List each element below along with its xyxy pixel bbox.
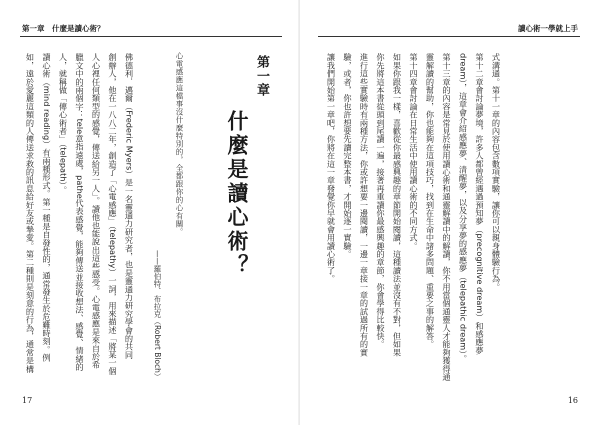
page-number-right: 16 bbox=[567, 396, 578, 405]
body-line: 式溝通。第十一章的內容包含數項實驗，讓你可以親身體驗行為。 bbox=[491, 53, 502, 291]
body-line: 讓我們開始第一章吧，你將在這一章發覺你早就會用讀心術了。 bbox=[326, 53, 337, 283]
body-line: 臘文中的兩個字：tele意指遠處，pathe代表感覺，能夠傳送並接收想法、感覺、情緒的 bbox=[75, 53, 85, 372]
body-line: 靈解讀的幫助，你也能夠在這項技巧，找到在生命中諸多問題、重要之事的解答。 bbox=[425, 53, 436, 349]
running-head-left: 第一章 什麼是讀心術？ bbox=[22, 24, 105, 33]
body-line: 第十四章會討論在日常生活中使用讀心術的不同方式。 bbox=[409, 53, 419, 250]
body-line: 進行這些實驗時有兩種方法，你或許想要一邊閱讀，一邊一章接一章的試過所有的實 bbox=[359, 53, 370, 357]
epigraph-attribution: ——羅伯特．布拉克（Robert Bloch） bbox=[153, 250, 162, 381]
body-line: 人，就稱做「傳心術者」（telepath）。 bbox=[58, 53, 69, 194]
body-line: 如果你跟我一樣，喜歡從你最感興趣的章節開始閱讀，這種讀法並沒有不對，但如果 bbox=[392, 53, 403, 357]
body-line: 如，遠於愛麗這類的人傳送求救的訊息給好友或摯愛。第二種則是刻意的行為，通常是構 bbox=[25, 53, 36, 373]
page-number-left: 17 bbox=[22, 396, 33, 405]
header-rule-right bbox=[318, 36, 580, 37]
body-line: 你先將這本書從頭到尾讀一遍，接著再重讀你最感興趣的章節，你會學得比較快。 bbox=[376, 53, 386, 349]
body-line: dream），這章會介紹感應夢、清醒夢，以及分享夢的感應夢（telepathic dream）。 bbox=[458, 53, 469, 363]
chapter-label: 第一章 bbox=[254, 55, 269, 97]
header-rule-left bbox=[20, 36, 282, 37]
chapter-title: 什麼是讀心術？ bbox=[225, 110, 249, 278]
right-page-body bbox=[323, 53, 505, 383]
body-line: 驗，或者，你也許想要先讀完整本書，才開始逐一實驗。 bbox=[343, 53, 353, 258]
body-line: 讀心術（mind reading）有兩種形式。第一種是自發性的，通常發生於危難時刻。例 bbox=[42, 53, 52, 362]
epigraph-text: 心電感應這檔事沒什麼特別的，全都跟你的心有關。 bbox=[175, 52, 184, 236]
running-head-right: 讀心術一學就上手 bbox=[518, 24, 578, 33]
body-line: 人心裡任何類型的感覺，傳送給另一人」。讀他也能說出這些感受。心電感應是來自於希 bbox=[91, 53, 102, 369]
body-line: 佛德利．邁爾（Frederic Myers）是一名靈通力研究者，也是靈通力研究學會的共同 bbox=[124, 53, 135, 359]
body-line: 第十二章會討論夢境，許多人都曾經遇過預知夢（precognitive dream）和感應夢 bbox=[475, 53, 485, 355]
body-line: 第十三章的內容是常見於使用讀心術和通靈解讀中的解讀，你不用當個通靈人才能夠獲得通 bbox=[442, 53, 452, 381]
body-line: 創辦人，他在一八八二年，創造了「心電感應」（telepathy）一詞，用來描述「將某一個 bbox=[108, 53, 118, 375]
left-page-body bbox=[22, 53, 138, 383]
